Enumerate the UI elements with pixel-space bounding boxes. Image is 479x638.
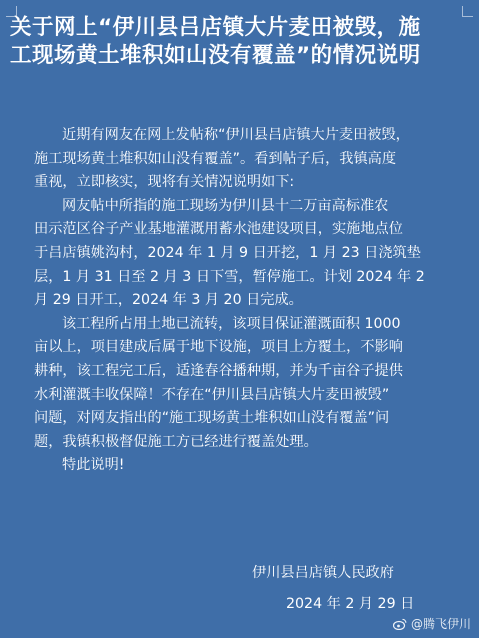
paragraph-line: 水利灌溉丰收保障！不存在“伊川县吕店镇大片麦田被毁” <box>34 386 390 403</box>
title-line: 关于网上“伊川县吕店镇大片麦田被毁，施 <box>10 15 421 40</box>
weibo-icon <box>393 618 407 630</box>
paragraph-line: 田示范区谷子产业基地灌溉用蓄水池建设项目，实施地点位 <box>34 221 403 238</box>
paragraph-line: 问题，对网友指出的“施工现场黄土堆积如山没有覆盖”问 <box>34 410 390 427</box>
paragraph-line: 于吕店镇姚沟村，2024 年 1 月 9 日开挖，1 月 23 日浇筑垫 <box>34 244 421 261</box>
paragraph <box>34 195 454 313</box>
paragraph-line: 亩以上，项目建成后属于地下设施，项目上方覆土，不影响 <box>34 339 403 356</box>
signature-org: 伊川县吕店镇人民政府 <box>252 565 394 581</box>
paragraph-line: 特此说明! <box>62 457 125 474</box>
paragraph-line: 网友帖中所指的施工现场为伊川县十二万亩高标准农 <box>62 197 389 214</box>
paragraph-line: 题，我镇积极督促施工方已经进行覆盖处理。 <box>34 433 318 450</box>
watermark <box>393 616 471 632</box>
signature-date: 2024 年 2 月 29 日 <box>286 596 415 612</box>
document-body <box>34 124 454 478</box>
paragraph-line: 耕种，该工程完工后，适逢春谷播种期，并为千亩谷子提供 <box>34 362 403 379</box>
watermark-text: @腾飞伊川 <box>410 617 471 631</box>
paragraph-line: 施工现场黄土堆积如山没有覆盖”。看到帖子后，我镇高度 <box>34 150 397 167</box>
paragraph <box>34 124 454 195</box>
paragraph-line: 近期有网友在网上发帖称“伊川县吕店镇大片麦田被毁， <box>62 127 410 143</box>
paragraph-line: 层，1 月 31 日至 2 月 3 日下雪，暂停施工。计划 2024 年 2 <box>34 268 425 285</box>
document-title <box>10 14 470 70</box>
paragraph <box>34 454 454 478</box>
title-line: 工现场黄土堆积如山没有覆盖”的情况说明 <box>10 43 421 68</box>
paragraph <box>34 313 454 455</box>
paragraph-line: 该工程所占用土地已流转，该项目保证灌溉面积 1000 <box>62 315 401 332</box>
paragraph-line: 重视，立即核实，现将有关情况说明如下: <box>34 174 295 191</box>
paragraph-line: 月 29 日开工，2024 年 3 月 20 日完成。 <box>34 292 303 309</box>
